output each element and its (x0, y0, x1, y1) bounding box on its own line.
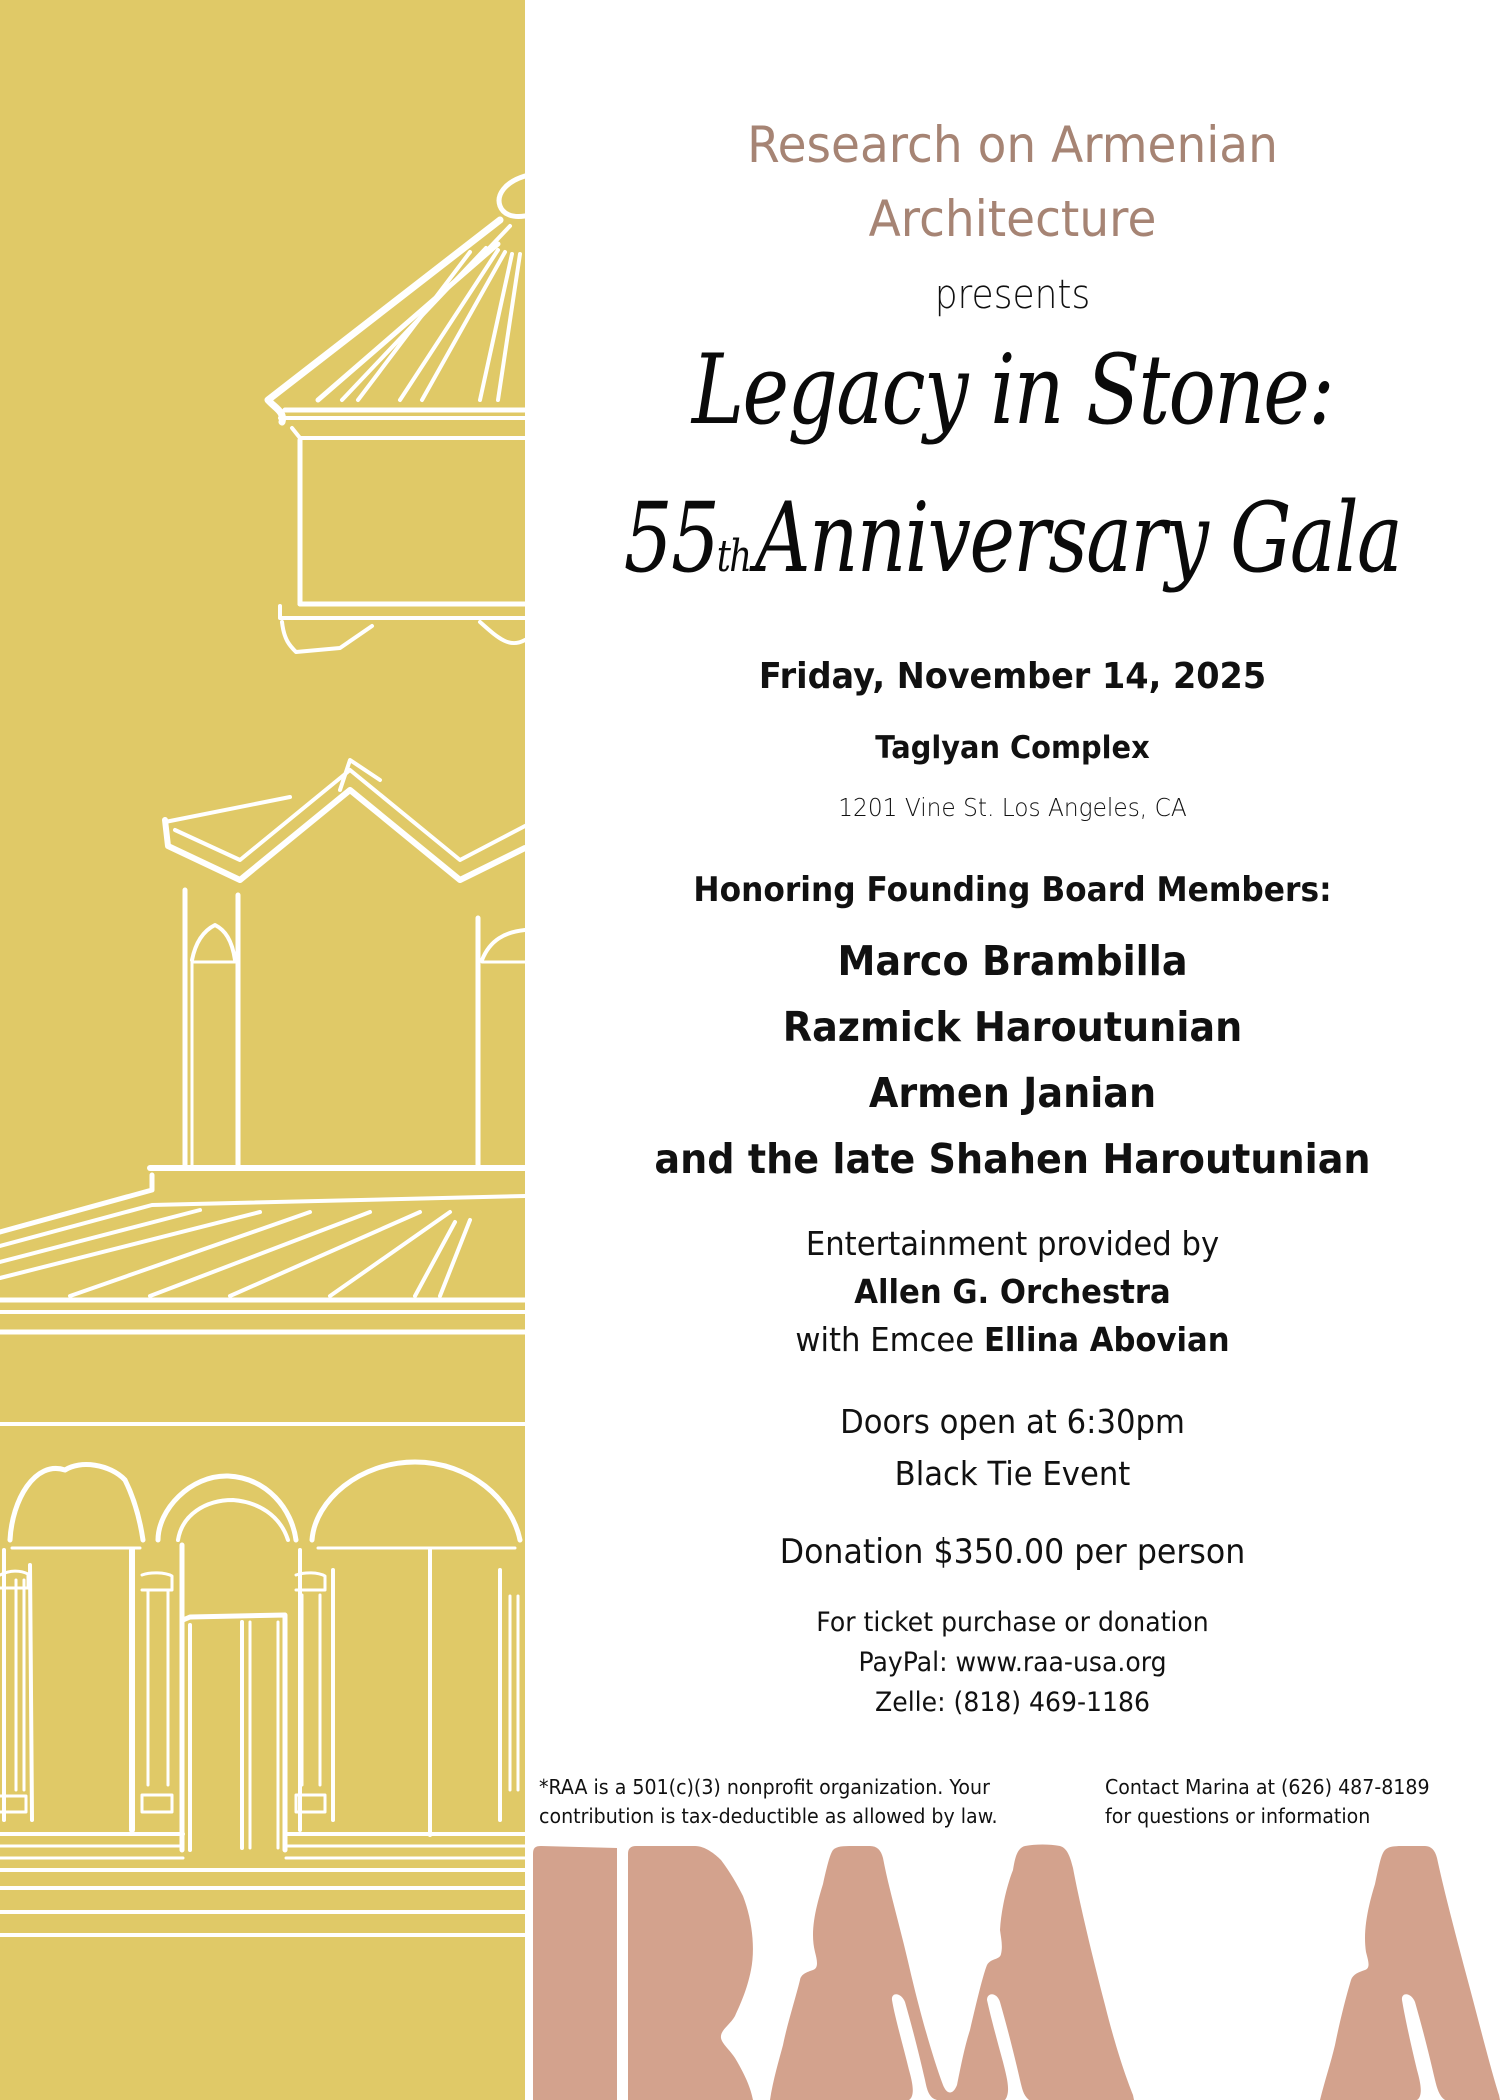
entertainment-section (559, 1220, 1466, 1364)
event-title-line2 (623, 478, 1403, 617)
event-details (559, 1396, 1466, 1500)
ticket-info (559, 1603, 1466, 1723)
anniversary-gala-text: Anniversary Gala (755, 482, 1402, 594)
disclaimer-line2: contribution is tax-deductible as allowed by law. (539, 1804, 998, 1828)
emcee-prefix: with Emcee (795, 1320, 984, 1359)
event-venue: Taglyan Complex (875, 730, 1150, 766)
honoree-name: Razmick Haroutunian (782, 1003, 1243, 1051)
disclaimer-line1: *RAA is a 501(c)(3) nonprofit organization. Your (539, 1775, 990, 1799)
anniversary-ordinal: th (716, 531, 751, 582)
raa-logo (525, 1840, 1500, 2100)
orchestra-name: Allen G. Orchestra (854, 1272, 1171, 1311)
flyer-content (525, 0, 1500, 2100)
paypal-link[interactable]: PayPal: www.raa-usa.org (858, 1647, 1167, 1678)
honorees-list (559, 928, 1466, 1192)
presents-label: presents (934, 272, 1091, 318)
dress-code: Black Tie Event (894, 1454, 1131, 1493)
honoree-name: and the late Shahen Haroutunian (654, 1135, 1371, 1183)
entertainment-intro: Entertainment provided by (805, 1224, 1220, 1263)
honoree-name: Armen Janian (868, 1069, 1157, 1117)
event-address: 1201 Vine St. Los Angeles, CA (838, 793, 1187, 822)
honoree-name: Marco Brambilla (837, 937, 1188, 985)
contact-line1: Contact Marina at (626) 487-8189 (1105, 1775, 1430, 1799)
zelle-phone: Zelle: (818) 469-1186 (875, 1687, 1150, 1718)
anniversary-number: 55 (623, 482, 719, 594)
org-title-line2: Architecture (868, 190, 1157, 248)
contact-info (1105, 1773, 1430, 1831)
church-illustration-panel (0, 0, 525, 2100)
donation-price: Donation $350.00 per person (779, 1532, 1246, 1572)
contact-line2: for questions or information (1105, 1804, 1371, 1828)
event-date: Friday, November 14, 2025 (758, 656, 1267, 697)
emcee-name: Ellina Abovian (983, 1320, 1230, 1359)
nonprofit-disclaimer (539, 1773, 998, 1831)
church-illustration (0, 0, 525, 2100)
ticket-heading: For ticket purchase or donation (816, 1607, 1209, 1638)
doors-open-time: Doors open at 6:30pm (840, 1402, 1185, 1441)
emcee-line (559, 1316, 1466, 1364)
event-title-line1: Legacy in Stone: (691, 334, 1334, 446)
honorees-heading: Honoring Founding Board Members: (693, 870, 1332, 910)
org-title-line1: Research on Armenian (747, 116, 1278, 174)
organization-title (554, 108, 1471, 256)
